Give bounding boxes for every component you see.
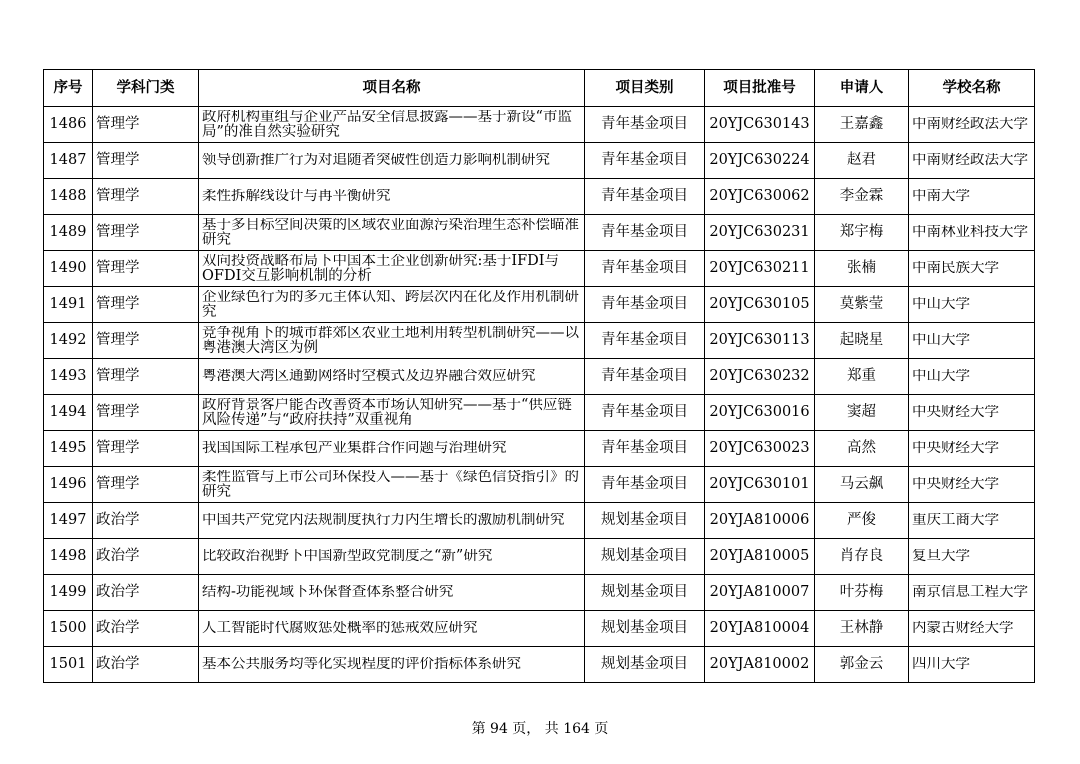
table-row — [44, 215, 1035, 251]
cell-title — [199, 107, 585, 143]
cell-no: 1491 — [44, 287, 93, 323]
cell-title-text: 比较政治视野下中国新型政党制度之“新”研究 — [202, 549, 493, 564]
page-number: 第 94 页， 共 164 页 — [471, 721, 609, 737]
cell-code: 20YJA810007 — [705, 575, 815, 611]
cell-applicant: 叶芬梅 — [815, 575, 909, 611]
cell-code: 20YJC630016 — [705, 395, 815, 431]
cell-applicant: 郑宇梅 — [815, 215, 909, 251]
table-row — [44, 107, 1035, 143]
cell-title-text: 领导创新推广行为对追随者突破性创造力影响机制研究 — [202, 153, 550, 168]
cell-title — [199, 539, 585, 575]
cell-code: 20YJA810006 — [705, 503, 815, 539]
cell-school-text: 重庆工商大学 — [912, 513, 999, 528]
cell-title — [199, 647, 585, 683]
cell-code: 20YJC630143 — [705, 107, 815, 143]
cell-title — [199, 395, 585, 431]
cell-applicant: 高然 — [815, 431, 909, 467]
header-code: 项目批准号 — [705, 70, 815, 107]
cell-category: 青年基金项目 — [585, 143, 705, 179]
cell-title-text: 企业绿色行为的多元主体认知、跨层次内在化及作用机制研究 — [202, 289, 579, 320]
cell-field: 管理学 — [93, 107, 199, 143]
cell-school-text: 中央财经大学 — [912, 441, 999, 456]
cell-title — [199, 143, 585, 179]
cell-code: 20YJC630101 — [705, 467, 815, 503]
cell-school — [909, 467, 1035, 503]
cell-title — [199, 215, 585, 251]
cell-applicant: 赵君 — [815, 143, 909, 179]
cell-title — [199, 323, 585, 359]
cell-applicant: 张楠 — [815, 251, 909, 287]
header-applicant: 申请人 — [815, 70, 909, 107]
cell-applicant: 郭金云 — [815, 647, 909, 683]
cell-category: 规划基金项目 — [585, 575, 705, 611]
cell-field: 管理学 — [93, 431, 199, 467]
cell-school-text: 中南财经政法大学 — [912, 153, 1028, 168]
cell-field: 管理学 — [93, 323, 199, 359]
cell-school — [909, 215, 1035, 251]
cell-title-text: 粤港澳大湾区通勤网络时空模式及边界融合效应研究 — [202, 369, 536, 384]
cell-title-text: 我国国际工程承包产业集群合作问题与治理研究 — [202, 441, 507, 456]
cell-title — [199, 179, 585, 215]
cell-category: 青年基金项目 — [585, 107, 705, 143]
cell-code: 20YJC630105 — [705, 287, 815, 323]
cell-code: 20YJA810002 — [705, 647, 815, 683]
cell-title — [199, 467, 585, 503]
table-row — [44, 395, 1035, 431]
cell-school-text: 中南民族大学 — [912, 261, 999, 276]
cell-no: 1492 — [44, 323, 93, 359]
table-row — [44, 647, 1035, 683]
cell-school-text: 四川大学 — [912, 657, 970, 672]
cell-category: 规划基金项目 — [585, 503, 705, 539]
cell-school — [909, 143, 1035, 179]
cell-field: 管理学 — [93, 287, 199, 323]
cell-school — [909, 179, 1035, 215]
table-row — [44, 359, 1035, 395]
cell-code: 20YJC630062 — [705, 179, 815, 215]
cell-field: 政治学 — [93, 575, 199, 611]
cell-school-text: 中央财经大学 — [912, 477, 999, 492]
cell-school — [909, 287, 1035, 323]
cell-title — [199, 251, 585, 287]
cell-applicant: 莫紫莹 — [815, 287, 909, 323]
cell-no: 1497 — [44, 503, 93, 539]
cell-no: 1486 — [44, 107, 93, 143]
cell-no: 1488 — [44, 179, 93, 215]
cell-no: 1494 — [44, 395, 93, 431]
cell-title-text: 基于多目标空间决策的区域农业面源污染治理生态补偿瞄准研究 — [202, 217, 579, 248]
cell-field: 政治学 — [93, 611, 199, 647]
table-row — [44, 467, 1035, 503]
cell-school-text: 中山大学 — [912, 333, 970, 348]
table-row — [44, 251, 1035, 287]
cell-code: 20YJC630023 — [705, 431, 815, 467]
cell-no: 1495 — [44, 431, 93, 467]
cell-applicant: 王林静 — [815, 611, 909, 647]
cell-category: 规划基金项目 — [585, 539, 705, 575]
cell-field: 政治学 — [93, 503, 199, 539]
cell-title-text: 政府背景客户能否改善资本市场认知研究——基于“供应链风险传递”与“政府扶持”双重视角 — [202, 397, 572, 428]
cell-applicant: 马云飙 — [815, 467, 909, 503]
table-row — [44, 323, 1035, 359]
cell-school — [909, 323, 1035, 359]
cell-title — [199, 611, 585, 647]
cell-school — [909, 647, 1035, 683]
cell-no: 1496 — [44, 467, 93, 503]
table-row — [44, 287, 1035, 323]
header-category: 项目类别 — [585, 70, 705, 107]
cell-no: 1489 — [44, 215, 93, 251]
cell-school — [909, 431, 1035, 467]
cell-no: 1500 — [44, 611, 93, 647]
cell-no: 1493 — [44, 359, 93, 395]
cell-code: 20YJC630113 — [705, 323, 815, 359]
cell-title-text: 基本公共服务均等化实现程度的评价指标体系研究 — [202, 657, 521, 672]
cell-title-text: 人工智能时代腐败惩处概率的惩戒效应研究 — [202, 621, 478, 636]
cell-school-text: 中山大学 — [912, 297, 970, 312]
cell-school-text: 中南财经政法大学 — [912, 117, 1028, 132]
cell-school — [909, 359, 1035, 395]
cell-no: 1498 — [44, 539, 93, 575]
cell-title-text: 结构-功能视域下环保督查体系整合研究 — [202, 585, 454, 600]
cell-title-text: 竞争视角下的城市群郊区农业土地利用转型机制研究——以粤港澳大湾区为例 — [202, 325, 579, 356]
cell-no: 1487 — [44, 143, 93, 179]
header-field: 学科门类 — [93, 70, 199, 107]
cell-school-text: 南京信息工程大学 — [912, 585, 1028, 600]
cell-applicant: 王嘉鑫 — [815, 107, 909, 143]
cell-school — [909, 611, 1035, 647]
cell-title — [199, 575, 585, 611]
cell-field: 管理学 — [93, 395, 199, 431]
cell-no: 1501 — [44, 647, 93, 683]
cell-category: 青年基金项目 — [585, 395, 705, 431]
cell-title — [199, 431, 585, 467]
table-body — [44, 107, 1035, 683]
cell-school — [909, 395, 1035, 431]
header-title: 项目名称 — [199, 70, 585, 107]
table-row — [44, 179, 1035, 215]
table-row — [44, 539, 1035, 575]
cell-category: 青年基金项目 — [585, 467, 705, 503]
cell-school — [909, 539, 1035, 575]
cell-title — [199, 359, 585, 395]
cell-field: 管理学 — [93, 143, 199, 179]
cell-category: 青年基金项目 — [585, 431, 705, 467]
cell-no: 1499 — [44, 575, 93, 611]
cell-code: 20YJC630232 — [705, 359, 815, 395]
cell-applicant: 严俊 — [815, 503, 909, 539]
cell-school-text: 中南林业科技大学 — [912, 225, 1028, 240]
table-header-row — [44, 70, 1035, 107]
cell-category: 青年基金项目 — [585, 251, 705, 287]
cell-category: 青年基金项目 — [585, 215, 705, 251]
cell-field: 政治学 — [93, 647, 199, 683]
table-row — [44, 611, 1035, 647]
cell-title-text: 政府机构重组与企业产品安全信息披露——基于新设“市监局”的准自然实验研究 — [202, 109, 572, 140]
cell-applicant: 窦超 — [815, 395, 909, 431]
cell-field: 管理学 — [93, 359, 199, 395]
cell-applicant: 肖存良 — [815, 539, 909, 575]
table-row — [44, 143, 1035, 179]
cell-title — [199, 503, 585, 539]
cell-category: 青年基金项目 — [585, 287, 705, 323]
cell-category: 规划基金项目 — [585, 647, 705, 683]
cell-category: 青年基金项目 — [585, 359, 705, 395]
cell-applicant: 起晓星 — [815, 323, 909, 359]
cell-title-text: 柔性监管与上市公司环保投入——基于《绿色信贷指引》的研究 — [202, 469, 579, 500]
cell-school-text: 中央财经大学 — [912, 405, 999, 420]
cell-school-text: 中山大学 — [912, 369, 970, 384]
cell-field: 政治学 — [93, 539, 199, 575]
cell-school-text: 中南大学 — [912, 189, 970, 204]
cell-category: 青年基金项目 — [585, 323, 705, 359]
cell-school — [909, 251, 1035, 287]
cell-field: 管理学 — [93, 179, 199, 215]
cell-code: 20YJC630211 — [705, 251, 815, 287]
cell-school — [909, 503, 1035, 539]
cell-school — [909, 575, 1035, 611]
cell-title-text: 中国共产党党内法规制度执行力内生增长的激励机制研究 — [202, 513, 565, 528]
cell-school-text: 复旦大学 — [912, 549, 970, 564]
table-row — [44, 503, 1035, 539]
cell-category: 青年基金项目 — [585, 179, 705, 215]
cell-applicant: 李金霖 — [815, 179, 909, 215]
table-row — [44, 575, 1035, 611]
cell-no: 1490 — [44, 251, 93, 287]
cell-code: 20YJA810005 — [705, 539, 815, 575]
cell-field: 管理学 — [93, 467, 199, 503]
cell-code: 20YJC630224 — [705, 143, 815, 179]
cell-field: 管理学 — [93, 215, 199, 251]
cell-title-text: 双向投资战略布局下中国本土企业创新研究:基于IFDI与OFDI交互影响机制的分析 — [202, 253, 560, 284]
cell-code: 20YJC630231 — [705, 215, 815, 251]
cell-category: 规划基金项目 — [585, 611, 705, 647]
cell-applicant: 郑重 — [815, 359, 909, 395]
header-school: 学校名称 — [909, 70, 1035, 107]
header-no: 序号 — [44, 70, 93, 107]
cell-code: 20YJA810004 — [705, 611, 815, 647]
cell-field: 管理学 — [93, 251, 199, 287]
project-table — [43, 69, 1035, 683]
table-row — [44, 431, 1035, 467]
cell-title-text: 柔性拆解线设计与再平衡研究 — [202, 189, 391, 204]
cell-title — [199, 287, 585, 323]
cell-school — [909, 107, 1035, 143]
cell-school-text: 内蒙古财经大学 — [912, 621, 1014, 636]
